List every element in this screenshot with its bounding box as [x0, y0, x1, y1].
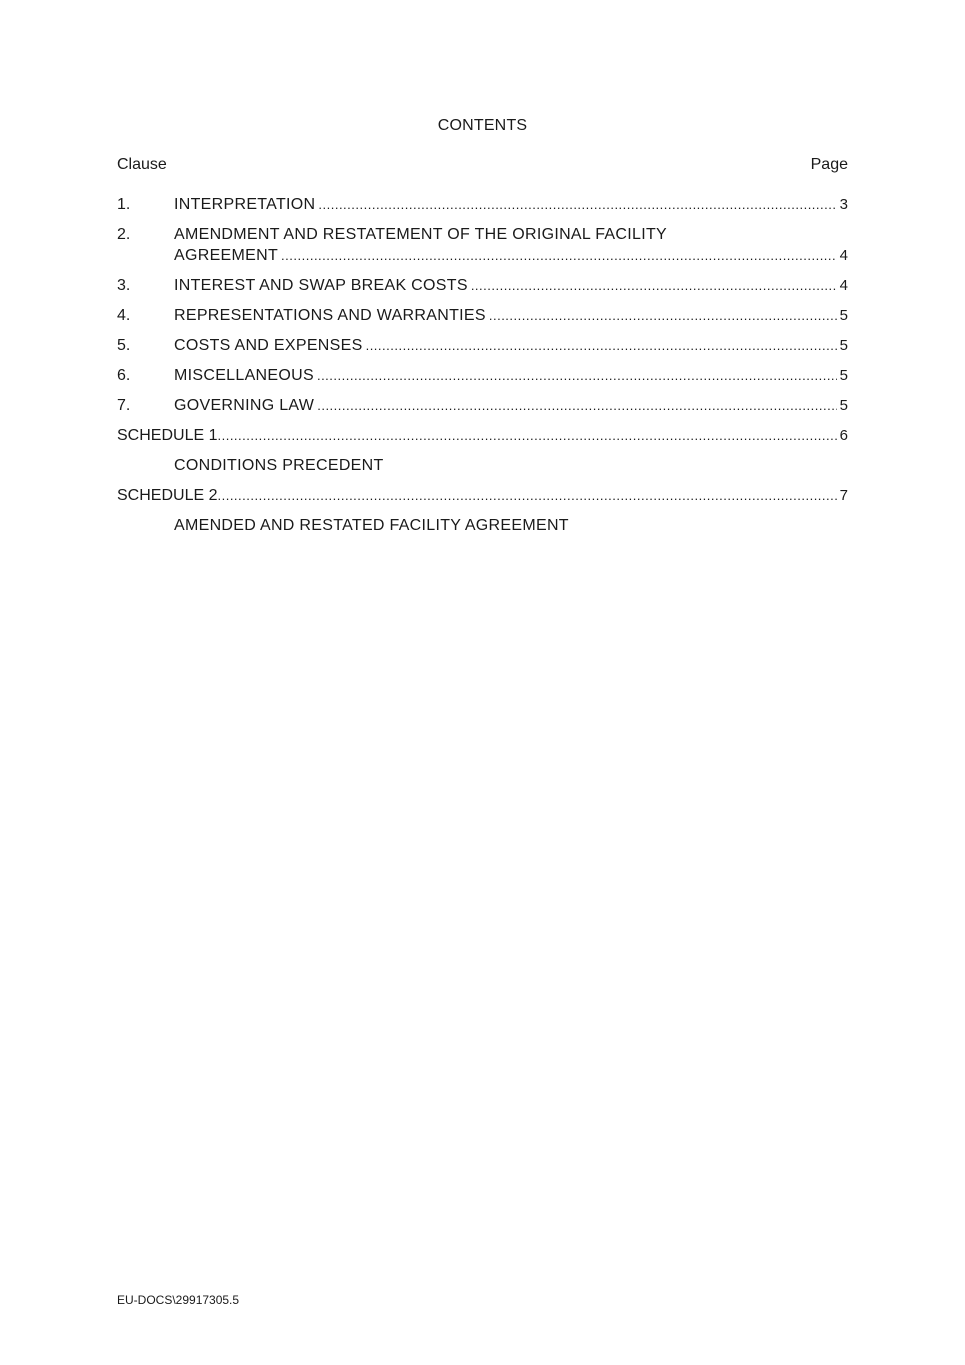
clause-title: COSTS AND EXPENSES [174, 337, 363, 354]
dot-leader [317, 365, 837, 386]
page-number: 5 [839, 337, 848, 354]
clause-title: GOVERNING LAW [174, 397, 315, 414]
schedule-title: SCHEDULE 2 [117, 487, 218, 504]
clause-number: 1. [117, 196, 131, 213]
toc-entry-costs-and-expenses[interactable] [117, 335, 848, 356]
page-number: 4 [839, 277, 848, 294]
schedule-title: SCHEDULE 1 [117, 427, 218, 444]
toc-entry-governing-law[interactable] [117, 395, 848, 416]
clause-number: 6. [117, 367, 131, 384]
document-reference-footer: EU-DOCS\29917305.5 [117, 1293, 240, 1307]
toc-entry-schedule-2[interactable] [117, 485, 848, 506]
table-of-contents [117, 194, 848, 536]
toc-entry-interest-and-swap-break-costs[interactable] [117, 275, 848, 296]
page-number: 5 [839, 307, 848, 324]
clause-number: 4. [117, 307, 131, 324]
clause-title-line-2: AGREEMENT [174, 247, 279, 264]
clause-title: INTEREST AND SWAP BREAK COSTS [174, 277, 468, 294]
dot-leader [317, 395, 837, 416]
page-number: 6 [839, 427, 848, 444]
schedule-2-subtitle-row [117, 515, 848, 536]
dot-leader [281, 245, 837, 266]
schedule-1-subtitle-row [117, 455, 848, 476]
schedule-subtitle: AMENDED AND RESTATED FACILITY AGREEMENT [174, 517, 569, 534]
page-number: 5 [839, 367, 848, 384]
clause-column-header: Clause [117, 156, 167, 173]
dot-leader [366, 335, 837, 356]
toc-entry-representations-and-warranties[interactable] [117, 305, 848, 326]
toc-entry-miscellaneous[interactable] [117, 365, 848, 386]
dot-leader [489, 305, 837, 326]
page-number: 4 [839, 247, 848, 264]
toc-entry-schedule-1[interactable] [117, 425, 848, 446]
toc-entry-interpretation[interactable] [117, 194, 848, 215]
dot-leader [217, 485, 837, 506]
clause-number: 7. [117, 397, 131, 414]
dot-leader [471, 275, 837, 296]
page-column-header: Page [810, 156, 848, 173]
schedule-subtitle: CONDITIONS PRECEDENT [174, 457, 384, 474]
clause-title: INTERPRETATION [174, 196, 316, 213]
toc-entry-amendment-and-restatement[interactable] [117, 224, 848, 266]
page-title: CONTENTS [437, 117, 528, 134]
dot-leader [318, 194, 837, 215]
page-number: 7 [839, 487, 848, 504]
clause-number: 2. [117, 226, 131, 243]
clause-title: REPRESENTATIONS AND WARRANTIES [174, 307, 486, 324]
page-number: 3 [839, 196, 848, 213]
clause-title: MISCELLANEOUS [174, 367, 314, 384]
dot-leader [217, 425, 837, 446]
clause-title-line-1: AMENDMENT AND RESTATEMENT OF THE ORIGINAL FACILITY [174, 226, 667, 243]
clause-number: 5. [117, 337, 131, 354]
page-number: 5 [839, 397, 848, 414]
clause-number: 3. [117, 277, 131, 294]
